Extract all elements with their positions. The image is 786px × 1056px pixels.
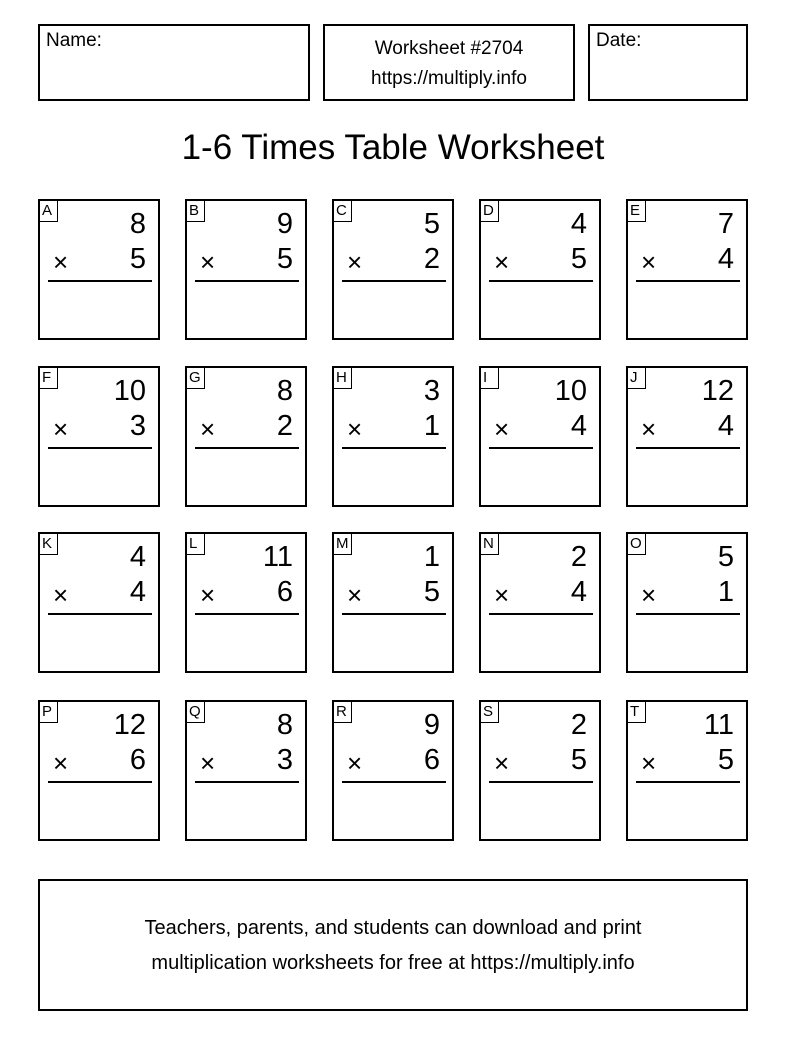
problem-letter: F: [40, 368, 58, 389]
problem-letter: S: [481, 702, 499, 723]
problem-card[interactable]: [185, 700, 307, 841]
times-sign: ×: [347, 414, 363, 444]
answer-line: [195, 781, 299, 783]
times-sign: ×: [347, 247, 363, 277]
problem-card[interactable]: [185, 199, 307, 340]
problem-letter: J: [628, 368, 646, 389]
answer-line: [636, 613, 740, 615]
problem-card[interactable]: [332, 366, 454, 507]
problem-letter: N: [481, 534, 499, 555]
problem-card[interactable]: [332, 532, 454, 673]
times-sign: ×: [200, 580, 216, 610]
footer-line-1: Teachers, parents, and students can download and print: [144, 917, 642, 939]
multiplier: 5: [570, 744, 587, 776]
times-sign: ×: [200, 414, 216, 444]
multiplier: 5: [129, 243, 146, 275]
worksheet-number: Worksheet #2704: [374, 38, 524, 59]
problem-letter: Q: [187, 702, 205, 723]
problem-card[interactable]: [38, 532, 160, 673]
problem-card[interactable]: [626, 532, 748, 673]
answer-line: [489, 447, 593, 449]
answer-line: [195, 447, 299, 449]
problem-letter: M: [334, 534, 352, 555]
problem-card[interactable]: [626, 700, 748, 841]
multiplier: 1: [423, 410, 440, 442]
multiplier: 1: [717, 576, 734, 608]
multiplier: 3: [129, 410, 146, 442]
problem-card[interactable]: [479, 199, 601, 340]
problem-card[interactable]: [332, 199, 454, 340]
times-sign: ×: [200, 748, 216, 778]
answer-line: [489, 781, 593, 783]
problem-card[interactable]: [38, 366, 160, 507]
multiplicand: 1: [423, 541, 440, 573]
multiplier: 6: [423, 744, 440, 776]
times-sign: ×: [347, 580, 363, 610]
multiplicand: 10: [113, 375, 146, 407]
multiplicand: 5: [717, 541, 734, 573]
problem-card[interactable]: [626, 366, 748, 507]
multiplier: 5: [276, 243, 293, 275]
multiplier: 4: [570, 410, 587, 442]
multiplier: 4: [717, 410, 734, 442]
answer-line: [489, 280, 593, 282]
times-sign: ×: [200, 247, 216, 277]
times-sign: ×: [494, 580, 510, 610]
times-sign: ×: [641, 580, 657, 610]
times-sign: ×: [494, 748, 510, 778]
answer-line: [342, 781, 446, 783]
multiplier: 5: [570, 243, 587, 275]
multiplicand: 8: [276, 709, 293, 741]
date-label: Date:: [596, 30, 642, 51]
multiplier: 5: [423, 576, 440, 608]
answer-line: [48, 447, 152, 449]
problem-letter: K: [40, 534, 58, 555]
times-sign: ×: [53, 247, 69, 277]
name-field[interactable]: [38, 24, 310, 101]
problem-letter: D: [481, 201, 499, 222]
problem-card[interactable]: [332, 700, 454, 841]
problem-letter: H: [334, 368, 352, 389]
multiplicand: 12: [113, 709, 146, 741]
multiplicand: 7: [717, 208, 734, 240]
multiplicand: 3: [423, 375, 440, 407]
multiplier: 4: [129, 576, 146, 608]
multiplicand: 8: [129, 208, 146, 240]
problem-card[interactable]: [38, 700, 160, 841]
problem-card[interactable]: [626, 199, 748, 340]
multiplicand: 12: [701, 375, 734, 407]
multiplicand: 11: [703, 709, 734, 741]
multiplier: 2: [423, 243, 440, 275]
answer-line: [342, 613, 446, 615]
date-field[interactable]: [588, 24, 748, 101]
multiplicand: 5: [423, 208, 440, 240]
multiplicand: 11: [262, 541, 293, 573]
problem-letter: C: [334, 201, 352, 222]
answer-line: [195, 613, 299, 615]
problem-letter: O: [628, 534, 646, 555]
problem-letter: P: [40, 702, 58, 723]
website-url: https://multiply.info: [371, 68, 527, 89]
answer-line: [636, 447, 740, 449]
problem-letter: G: [187, 368, 205, 389]
answer-line: [636, 280, 740, 282]
problem-letter: R: [334, 702, 352, 723]
multiplicand: 8: [276, 375, 293, 407]
problem-card[interactable]: [185, 366, 307, 507]
multiplicand: 2: [570, 541, 587, 573]
multiplier: 4: [570, 576, 587, 608]
times-sign: ×: [53, 414, 69, 444]
times-sign: ×: [641, 748, 657, 778]
times-sign: ×: [641, 414, 657, 444]
multiplier: 4: [717, 243, 734, 275]
times-sign: ×: [347, 748, 363, 778]
times-sign: ×: [53, 580, 69, 610]
multiplier: 5: [717, 744, 734, 776]
problem-card[interactable]: [479, 366, 601, 507]
multiplicand: 4: [129, 541, 146, 573]
answer-line: [48, 613, 152, 615]
page-title: 1-6 Times Table Worksheet: [181, 128, 605, 167]
problem-letter: E: [628, 201, 646, 222]
problem-card[interactable]: [479, 700, 601, 841]
answer-line: [48, 781, 152, 783]
multiplier: 2: [276, 410, 293, 442]
answer-line: [342, 280, 446, 282]
problem-letter: T: [628, 702, 646, 723]
problem-card[interactable]: [38, 199, 160, 340]
answer-line: [342, 447, 446, 449]
times-sign: ×: [494, 414, 510, 444]
answer-line: [48, 280, 152, 282]
multiplicand: 9: [423, 709, 440, 741]
footer-line-2: multiplication worksheets for free at https://multiply.info: [151, 952, 635, 974]
multiplier: 3: [276, 744, 293, 776]
problem-card[interactable]: [479, 532, 601, 673]
problem-letter: B: [187, 201, 205, 222]
times-sign: ×: [494, 247, 510, 277]
times-sign: ×: [641, 247, 657, 277]
footer-box: [38, 879, 748, 1011]
times-sign: ×: [53, 748, 69, 778]
answer-line: [489, 613, 593, 615]
name-label: Name:: [46, 30, 102, 51]
multiplicand: 10: [554, 375, 587, 407]
problem-letter: A: [40, 201, 58, 222]
problem-card[interactable]: [185, 532, 307, 673]
multiplier: 6: [129, 744, 146, 776]
problem-letter: I: [481, 368, 499, 389]
multiplicand: 4: [570, 208, 587, 240]
multiplicand: 9: [276, 208, 293, 240]
answer-line: [636, 781, 740, 783]
answer-line: [195, 280, 299, 282]
problem-letter: L: [187, 534, 205, 555]
worksheet-info-box: [323, 24, 575, 101]
multiplicand: 2: [570, 709, 587, 741]
multiplier: 6: [276, 576, 293, 608]
